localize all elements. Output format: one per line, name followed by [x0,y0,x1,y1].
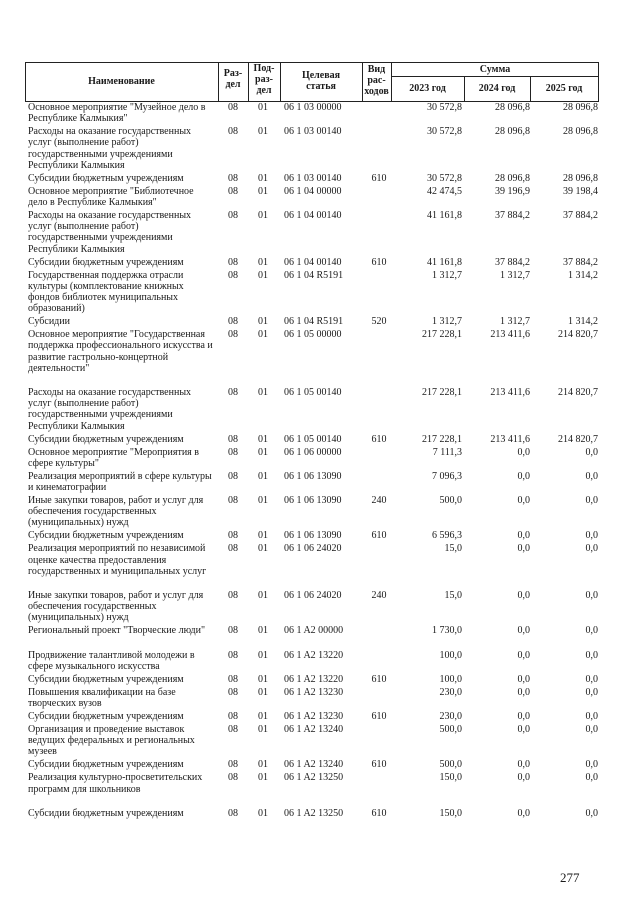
header-name: Наименование [88,76,155,87]
row-name: Повышения квалификации на базе творческих вузов [28,686,176,709]
row-expense-type: 610 [371,673,387,685]
row-podrazdel: 01 [258,673,268,685]
row-name: Субсидии [28,316,70,328]
row-sum-2025: 0,0 [585,590,598,601]
row-name: Расходы на оказание государственных услуг (выполнение работ) государственными учреждениями Республики Калмыкия [28,210,192,255]
row-podrazdel: 01 [258,329,268,341]
row-podrazdel: 01 [258,724,268,735]
row-sum-2025: 37 884,2 [563,210,598,221]
row-expense-type: 610 [371,256,387,268]
row-sum-2024: 0,0 [517,686,530,698]
row-razdel: 08 [228,172,238,184]
header-podrazdel-line3: дел [256,85,272,96]
row-sum-2024: 213 411,6 [490,329,530,341]
header-vid-line2: рас- [367,75,386,86]
row-sum-2024: 213 411,6 [490,433,530,445]
row-name: Расходы на оказание государственных услуг (выполнение работ) государственными учреждениями Республики Калмыкия [28,126,192,171]
row-target-code: 06 1 06 13090 [284,495,342,506]
row-razdel: 08 [228,316,238,328]
row-razdel: 08 [228,807,238,819]
row-target-code: 06 1 A2 13250 [284,772,344,784]
header-2025: 2025 год [545,83,583,94]
row-razdel: 08 [228,185,238,197]
row-sum-2023: 30 572,8 [427,102,462,113]
row-razdel: 08 [228,329,238,341]
row-name: Иные закупки товаров, работ и услуг для обеспечения государственных (муниципальных) нужд [28,495,204,529]
row-podrazdel: 01 [258,530,268,542]
row-razdel: 08 [228,686,238,698]
row-sum-2025: 0,0 [585,772,598,784]
row-podrazdel: 01 [258,210,268,221]
row-razdel: 08 [228,649,238,661]
row-podrazdel: 01 [258,649,268,661]
row-razdel: 08 [228,102,238,113]
row-target-code: 06 1 A2 13220 [284,649,344,661]
row-podrazdel: 01 [258,495,268,506]
row-target-code: 06 1 03 00140 [284,172,342,184]
row-sum-2025: 0,0 [585,724,598,735]
row-name: Основное мероприятие "Государственная поддержка профессионального искусства и развитие гастрольно-концертной деятельности" [28,329,213,374]
row-sum-2024: 1 312,7 [500,316,530,328]
row-sum-2025: 28 096,8 [563,126,598,138]
row-sum-2023: 30 572,8 [427,172,462,184]
row-sum-2023: 230,0 [439,686,462,698]
page-number: 277 [560,870,580,885]
row-sum-2024: 39 196,9 [495,185,530,197]
row-sum-2023: 7 096,3 [432,470,462,482]
row-sum-2023: 217 228,1 [422,387,462,398]
row-target-code: 06 1 06 24020 [284,590,342,601]
row-podrazdel: 01 [258,625,268,637]
row-expense-type: 610 [371,172,387,184]
row-sum-2024: 0,0 [517,649,530,661]
row-podrazdel: 01 [258,256,268,268]
row-sum-2023: 1 312,7 [432,316,462,328]
row-sum-2025: 0,0 [585,686,598,698]
row-name: Основное мероприятие "Мероприятия в сфере культуры" [28,446,200,469]
row-sum-2023: 500,0 [439,495,462,506]
row-name: Организация и проведение выставок ведущих федеральных и региональных музеев [28,724,195,758]
row-name: Основное мероприятие "Музейное дело в Республике Калмыкия" [28,102,206,125]
header-podrazdel [248,63,280,96]
row-name: Основное мероприятие "Библиотечное дело в Республике Калмыкия" [28,185,194,208]
row-target-code: 06 1 06 00000 [284,446,342,458]
row-sum-2025: 0,0 [585,470,598,482]
row-sum-2025: 0,0 [585,446,598,458]
row-sum-2023: 1 312,7 [432,269,462,281]
row-sum-2025: 214 820,7 [558,433,598,445]
row-razdel: 08 [228,495,238,506]
row-razdel: 08 [228,210,238,221]
row-expense-type: 610 [371,807,387,819]
row-target-code: 06 1 06 13090 [284,530,342,542]
row-target-code: 06 1 06 13090 [284,470,342,482]
header-2024: 2024 год [478,83,516,94]
header-razdel-line1: Раз- [223,68,243,79]
row-sum-2025: 28 096,8 [563,172,598,184]
row-sum-2025: 39 198,4 [563,185,598,197]
row-target-code: 06 1 04 00140 [284,210,342,221]
row-target-code: 06 1 A2 13240 [284,759,344,771]
row-sum-2024: 28 096,8 [495,172,530,184]
row-razdel: 08 [228,387,238,398]
row-podrazdel: 01 [258,172,268,184]
header-podrazdel-line1: Под- [253,63,275,74]
row-razdel: 08 [228,772,238,784]
header-target-line1: Целевая [301,70,341,81]
row-sum-2023: 217 228,1 [422,329,462,341]
row-sum-2025: 1 314,2 [568,269,598,281]
row-target-code: 06 1 05 00140 [284,433,342,445]
row-podrazdel: 01 [258,126,268,138]
row-sum-2023: 41 161,8 [427,256,462,268]
row-sum-2023: 500,0 [439,724,462,735]
row-razdel: 08 [228,470,238,482]
row-sum-2025: 0,0 [585,807,598,819]
row-razdel: 08 [228,724,238,735]
row-razdel: 08 [228,269,238,281]
header-target-line2: статья [306,81,336,92]
row-sum-2024: 0,0 [517,495,530,506]
row-expense-type: 610 [371,530,387,542]
row-sum-2025: 0,0 [585,530,598,542]
row-sum-2025: 0,0 [585,543,598,555]
row-sum-2024: 0,0 [517,711,530,722]
row-target-code: 06 1 A2 00000 [284,625,344,637]
row-target-code: 06 1 04 00140 [284,256,342,268]
row-razdel: 08 [228,590,238,601]
row-sum-2023: 30 572,8 [427,126,462,138]
row-name: Иные закупки товаров, работ и услуг для обеспечения государственных (муниципальных) нужд [28,590,204,624]
row-target-code: 06 1 05 00140 [284,387,342,398]
row-name: Субсидии бюджетным учреждениям [28,172,184,184]
row-name: Продвижение талантливой молодежи в сфере музыкального искусства [28,649,195,672]
row-target-code: 06 1 04 R5191 [284,269,344,281]
header-2023: 2023 год [409,83,446,94]
row-name: Региональный проект "Творческие люди" [28,625,206,637]
row-razdel: 08 [228,530,238,542]
row-sum-2024: 0,0 [517,590,530,601]
header-summa: Сумма [479,64,511,75]
row-razdel: 08 [228,711,238,722]
row-name: Субсидии бюджетным учреждениям [28,807,184,819]
row-name: Реализация мероприятий в сфере культуры и кинематографии [28,470,212,493]
row-podrazdel: 01 [258,316,268,328]
row-expense-type: 240 [371,590,387,601]
row-sum-2024: 0,0 [517,470,530,482]
row-sum-2025: 214 820,7 [558,387,598,398]
row-razdel: 08 [228,625,238,637]
row-sum-2024: 0,0 [517,543,530,555]
row-sum-2024: 0,0 [517,625,530,637]
row-name: Субсидии бюджетным учреждениям [28,759,184,771]
row-sum-2023: 7 111,3 [432,446,462,458]
row-sum-2024: 1 312,7 [500,269,530,281]
row-sum-2023: 41 161,8 [427,210,462,221]
row-name: Субсидии бюджетным учреждениям [28,673,184,685]
row-name: Субсидии бюджетным учреждениям [28,433,184,445]
row-sum-2023: 500,0 [439,759,462,771]
row-target-code: 06 1 04 R5191 [284,316,344,328]
row-podrazdel: 01 [258,543,268,555]
row-sum-2024: 0,0 [517,772,530,784]
row-sum-2024: 28 096,8 [495,102,530,113]
row-sum-2023: 15,0 [444,590,462,601]
row-sum-2024: 0,0 [517,446,530,458]
row-podrazdel: 01 [258,759,268,771]
row-podrazdel: 01 [258,711,268,722]
row-name: Расходы на оказание государственных услуг (выполнение работ) государственными учреждениями Республики Калмыкия [28,387,192,432]
row-podrazdel: 01 [258,185,268,197]
row-sum-2025: 0,0 [585,625,598,637]
row-target-code: 06 1 05 00000 [284,329,342,341]
row-podrazdel: 01 [258,772,268,784]
header-razdel [218,68,248,90]
row-razdel: 08 [228,446,238,458]
row-podrazdel: 01 [258,590,268,601]
row-name: Реализация культурно-просветительских программ для школьников [28,772,203,795]
row-podrazdel: 01 [258,433,268,445]
row-expense-type: 610 [371,759,387,771]
row-target-code: 06 1 04 00000 [284,185,342,197]
row-name: Государственная поддержка отрасли культуры (комплектование книжных фондов библиотек муниципальных образований) [28,269,184,315]
row-sum-2025: 37 884,2 [563,256,598,268]
row-name: Субсидии бюджетным учреждениям [28,530,184,542]
row-sum-2024: 213 411,6 [490,387,530,398]
row-name: Реализация мероприятий по независимой оценке качества предоставления государственных и муниципальных услуг [28,543,207,577]
row-razdel: 08 [228,256,238,268]
row-sum-2024: 0,0 [517,724,530,735]
header-podrazdel-line2: раз- [255,74,273,85]
header-razdel-line2: дел [225,79,241,90]
row-podrazdel: 01 [258,446,268,458]
row-sum-2023: 217 228,1 [422,433,462,445]
row-sum-2023: 42 474,5 [427,185,462,197]
header-vid [362,64,391,97]
header-vid-line3: ходов [364,86,389,97]
row-target-code: 06 1 A2 13230 [284,686,344,698]
header-vid-line1: Вид [367,64,386,75]
row-sum-2023: 100,0 [439,673,462,685]
row-razdel: 08 [228,433,238,445]
row-sum-2023: 150,0 [439,772,462,784]
row-razdel: 08 [228,673,238,685]
row-sum-2023: 6 596,3 [432,530,462,542]
row-sum-2025: 28 096,8 [563,102,598,113]
row-razdel: 08 [228,126,238,138]
row-target-code: 06 1 A2 13240 [284,724,344,735]
row-sum-2025: 214 820,7 [558,329,598,341]
row-podrazdel: 01 [258,269,268,281]
row-expense-type: 610 [371,711,387,722]
row-sum-2024: 0,0 [517,759,530,771]
row-sum-2023: 100,0 [439,649,462,661]
row-sum-2025: 0,0 [585,649,598,661]
row-razdel: 08 [228,543,238,555]
row-expense-type: 520 [371,316,387,328]
row-sum-2024: 0,0 [517,530,530,542]
row-name: Субсидии бюджетным учреждениям [28,256,184,268]
row-expense-type: 610 [371,433,387,445]
row-target-code: 06 1 06 24020 [284,543,342,555]
row-sum-2023: 230,0 [439,711,462,722]
row-target-code: 06 1 A2 13220 [284,673,344,685]
row-podrazdel: 01 [258,102,268,113]
row-sum-2025: 0,0 [585,495,598,506]
header-target [280,70,362,92]
row-target-code: 06 1 A2 13250 [284,807,344,819]
row-sum-2025: 0,0 [585,759,598,771]
row-sum-2023: 15,0 [444,543,462,555]
row-podrazdel: 01 [258,807,268,819]
row-razdel: 08 [228,759,238,771]
row-sum-2024: 0,0 [517,673,530,685]
table-header [25,62,599,102]
row-sum-2024: 0,0 [517,807,530,819]
row-target-code: 06 1 03 00000 [284,102,342,113]
row-podrazdel: 01 [258,387,268,398]
row-target-code: 06 1 03 00140 [284,126,342,138]
row-sum-2024: 28 096,8 [495,126,530,138]
row-sum-2025: 0,0 [585,711,598,722]
row-sum-2023: 150,0 [439,807,462,819]
row-podrazdel: 01 [258,686,268,698]
row-sum-2024: 37 884,2 [495,210,530,221]
row-sum-2025: 0,0 [585,673,598,685]
row-podrazdel: 01 [258,470,268,482]
row-target-code: 06 1 A2 13230 [284,711,344,722]
row-sum-2023: 1 730,0 [432,625,462,637]
row-sum-2024: 37 884,2 [495,256,530,268]
row-expense-type: 240 [371,495,387,506]
row-name: Субсидии бюджетным учреждениям [28,711,184,722]
row-sum-2025: 1 314,2 [568,316,598,328]
